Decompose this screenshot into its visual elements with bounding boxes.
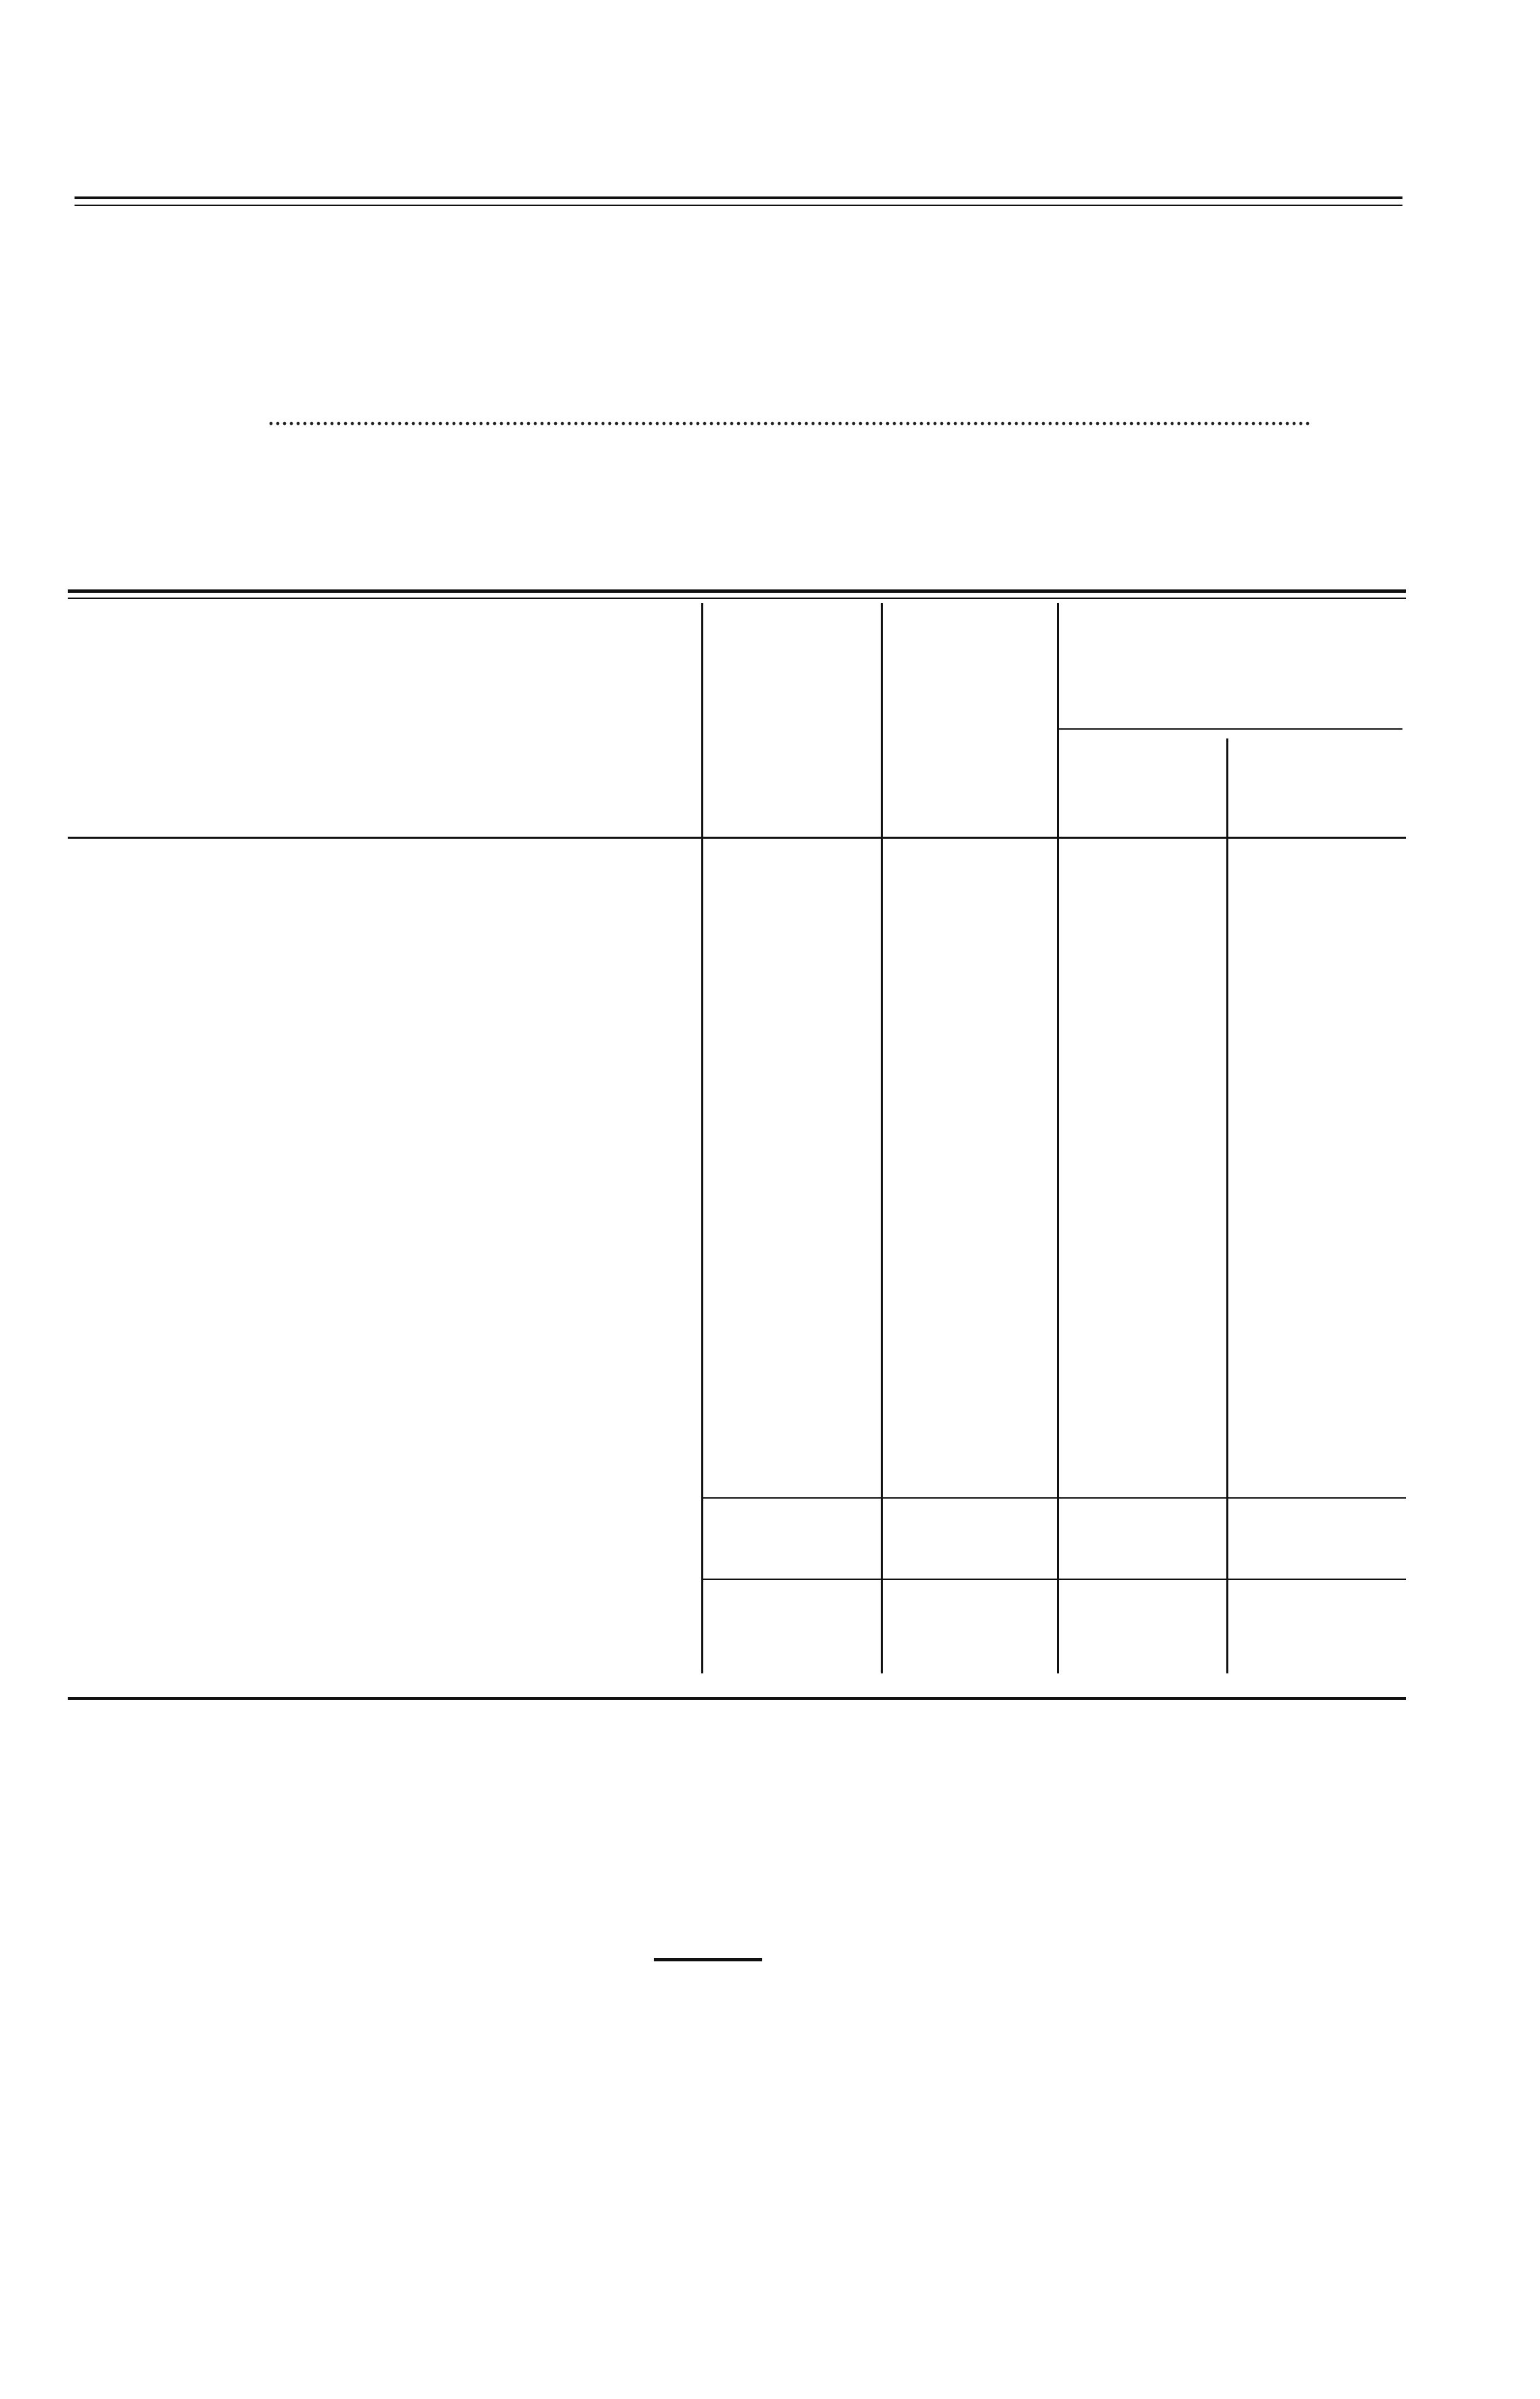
summary-row-2 — [0, 1621, 1540, 1648]
table-top-rule-thin — [68, 598, 1406, 599]
account-line-2 — [71, 491, 180, 528]
summary-row-3 — [0, 1649, 1540, 1677]
vote-leader-dots: .......................................................................................................................................................... — [268, 400, 1311, 431]
summary-row-1 — [0, 1592, 1540, 1620]
col-header-compared — [1059, 644, 1404, 672]
account-line-3 — [71, 530, 180, 568]
header-rule-bottom — [75, 205, 1402, 206]
header-bottom-rule — [68, 837, 1406, 839]
totals-row — [0, 1511, 1540, 1539]
col-header-more — [1228, 749, 1404, 777]
summary-rule — [701, 1579, 1406, 1580]
account-description — [71, 451, 1419, 568]
footnote-divider — [654, 1958, 762, 1961]
header-rule-top — [75, 196, 1402, 199]
compared-rule — [1057, 728, 1402, 730]
totals-rule — [701, 1497, 1406, 1499]
table-bottom-rule — [68, 1697, 1406, 1700]
table-top-rule — [68, 589, 1406, 593]
col-header-less — [1059, 749, 1226, 777]
col-header-expenditure — [883, 694, 1057, 723]
currency-row — [0, 881, 1540, 909]
totals-row-2 — [0, 1539, 1540, 1567]
